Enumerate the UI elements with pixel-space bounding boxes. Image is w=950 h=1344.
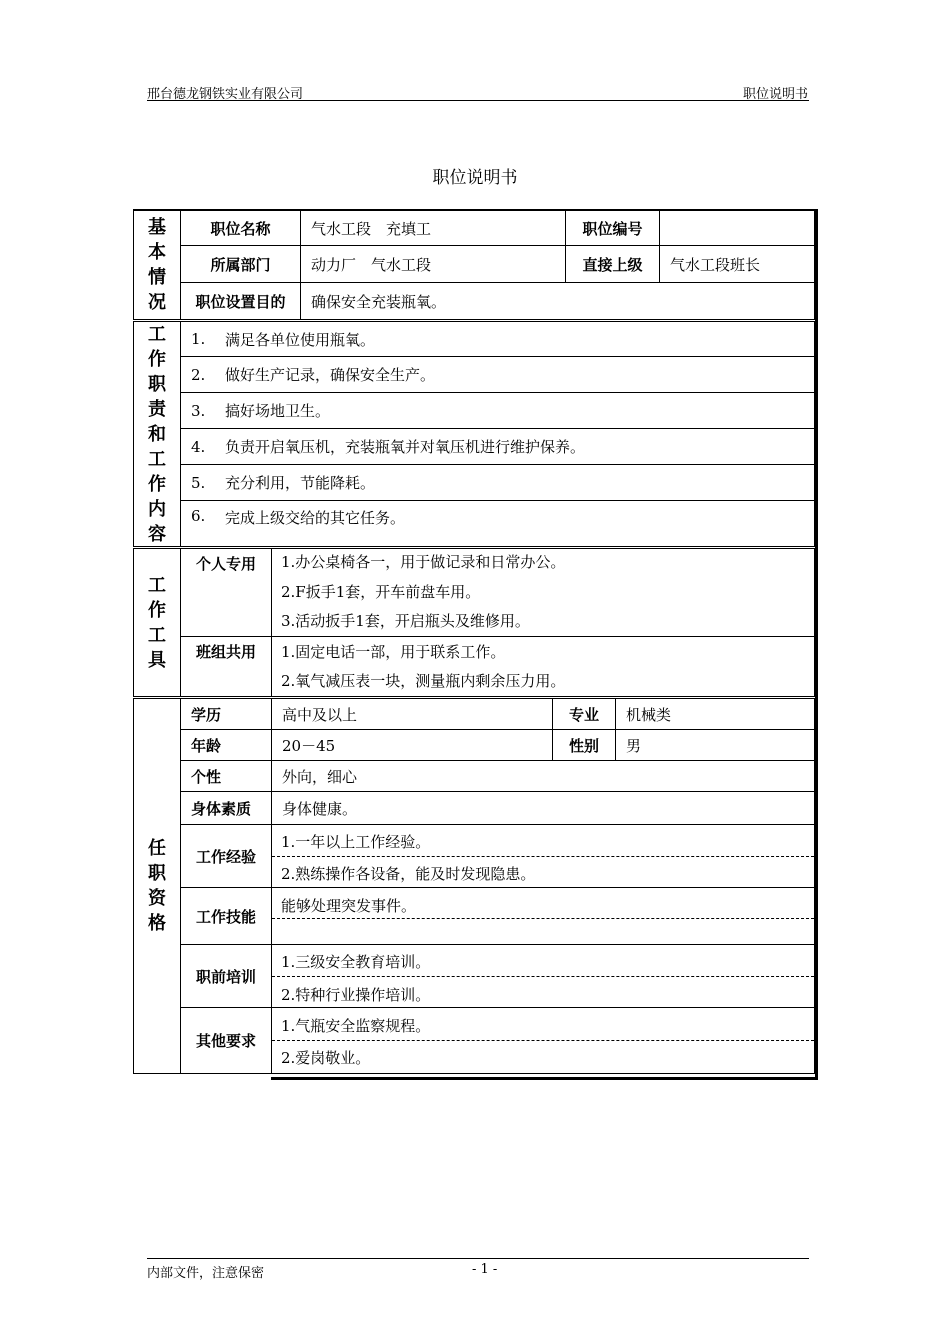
superior-value: 气水工段班长 xyxy=(659,245,815,283)
shared-tools-label: 班组共用 xyxy=(180,636,272,697)
personal-tool-item: 1.办公桌椅各一，用于做记录和日常办公。 xyxy=(281,553,566,571)
table-bottom-border xyxy=(271,1077,818,1080)
dashed-divider xyxy=(272,856,814,857)
duty-item: 6. 完成上级交给的其它任务。 xyxy=(180,500,815,547)
dashed-divider xyxy=(272,976,814,977)
other-item: 2.爱岗敬业。 xyxy=(281,1049,371,1067)
education-label: 学历 xyxy=(180,698,272,730)
other-label: 其他要求 xyxy=(180,1007,272,1074)
experience-item: 1.一年以上工作经验。 xyxy=(281,833,431,851)
header-company: 邢台德龙钢铁实业有限公司 xyxy=(147,87,304,102)
personality-value: 外向，细心 xyxy=(271,760,815,792)
health-value: 身体健康。 xyxy=(271,791,815,825)
training-item: 1.三级安全教育培训。 xyxy=(281,953,431,971)
section-tools: 工作工具 xyxy=(133,548,181,697)
personal-tool-item: 2.F扳手1套，开车前盘车用。 xyxy=(281,583,481,601)
superior-label: 直接上级 xyxy=(565,245,660,283)
experience-item: 2.熟练操作各设备，能及时发现隐患。 xyxy=(281,865,536,883)
purpose-value: 确保安全充装瓶氧。 xyxy=(300,282,815,320)
age-label: 年龄 xyxy=(180,729,272,761)
gender-label: 性别 xyxy=(552,729,616,761)
personality-label: 个性 xyxy=(180,760,272,792)
section-qualifications: 任职资格 xyxy=(133,698,181,1074)
position-name-value: 气水工段 充填工 xyxy=(300,210,566,246)
header-doc-type: 职位说明书 xyxy=(742,87,808,102)
dashed-divider xyxy=(272,1040,814,1041)
footer-confidential: 内部文件，注意保密 xyxy=(147,1266,265,1281)
page-number: - 1 - xyxy=(472,1262,498,1277)
experience-label: 工作经验 xyxy=(180,824,272,888)
education-value: 高中及以上 xyxy=(271,698,553,730)
dept-value: 动力厂 气水工段 xyxy=(300,245,566,283)
dept-label: 所属部门 xyxy=(180,245,301,283)
duty-item: 1. 满足各单位使用瓶氧。 xyxy=(180,321,815,357)
shared-tool-item: 2.氧气减压表一块，测量瓶内剩余压力用。 xyxy=(281,672,566,690)
footer-rule xyxy=(147,1258,809,1259)
section-basic: 基本情况 xyxy=(133,210,181,320)
training-item: 2.特种行业操作培训。 xyxy=(281,986,431,1004)
training-label: 职前培训 xyxy=(180,944,272,1008)
position-code-label: 职位编号 xyxy=(565,210,660,246)
header-rule xyxy=(147,100,809,101)
age-value: 20－45 xyxy=(271,729,553,761)
duty-item: 2. 做好生产记录，确保安全生产。 xyxy=(180,356,815,393)
duty-item: 5. 充分利用，节能降耗。 xyxy=(180,464,815,501)
table-right-border xyxy=(815,210,818,1080)
skills-label: 工作技能 xyxy=(180,887,272,945)
page-title: 职位说明书 xyxy=(432,168,518,188)
position-code-value xyxy=(659,210,815,246)
table-top-border xyxy=(133,209,818,211)
shared-tool-item: 1.固定电话一部，用于联系工作。 xyxy=(281,643,506,661)
personal-tools-label: 个人专用 xyxy=(180,548,272,637)
duty-item: 3. 搞好场地卫生。 xyxy=(180,392,815,429)
skills-item: 能够处理突发事件。 xyxy=(281,897,417,915)
major-label: 专业 xyxy=(552,698,616,730)
personal-tool-item: 3.活动扳手1套，开启瓶头及维修用。 xyxy=(281,612,530,630)
other-item: 1.气瓶安全监察规程。 xyxy=(281,1017,431,1035)
dashed-divider xyxy=(272,918,814,919)
major-value: 机械类 xyxy=(615,698,815,730)
section-duties: 工作职责和工作内容 xyxy=(133,321,181,547)
position-name-label: 职位名称 xyxy=(180,210,301,246)
purpose-label: 职位设置目的 xyxy=(180,282,301,320)
duty-item: 4. 负责开启氧压机，充装瓶氧并对氧压机进行维护保养。 xyxy=(180,428,815,465)
health-label: 身体素质 xyxy=(180,791,272,825)
gender-value: 男 xyxy=(615,729,815,761)
